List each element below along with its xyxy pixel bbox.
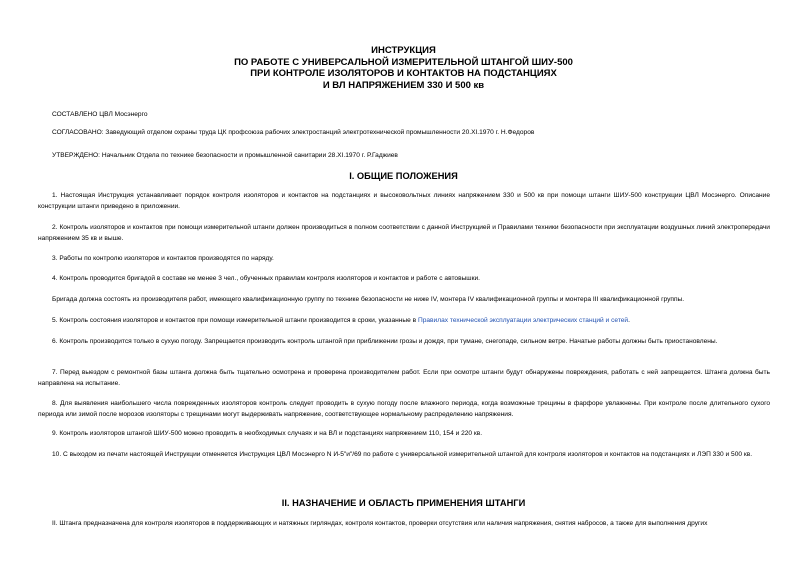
compiled-by: СОСТАВЛЕНО ЦВЛ Мосэнерго	[52, 111, 148, 118]
title-line-4: И ВЛ НАПРЯЖЕНИЕМ 330 И 500 кв	[322, 79, 485, 91]
document-title	[0, 45, 807, 91]
paragraph-5	[38, 315, 770, 326]
paragraph-4-continued: Бригада должна состоять из производителя работ, имеющего квалификационную группу по технике безопасности не ниже IV, монтера IV квалификационной группы и монтера III квалификационной группы.	[52, 296, 685, 303]
paragraph-6: 6. Контроль производится только в сухую погоду. Запрещается производить контроль штангой при приближении грозы и дождя, при тумане, снегопаде, сильном ветре. Начатые работы должны быть приостановлены.	[52, 338, 718, 345]
rules-link[interactable]: Правилах технической эксплуатации электрических станций и сетей	[417, 317, 629, 324]
section-2-heading: II. НАЗНАЧЕНИЕ И ОБЛАСТЬ ПРИМЕНЕНИЯ ШТАНГИ	[281, 498, 526, 508]
agreed-by: СОГЛАСОВАНО: Заведующий отделом охраны труда ЦК профсоюза рабочих электростанций электротехнической промышленности 20.XI.1970 г. Н.Федоров	[52, 129, 535, 136]
paragraph-5-end: .	[628, 317, 630, 324]
paragraph-1: 1. Настоящая Инструкция устанавливает порядок контроля изоляторов и контактов на подстанциях и высоковольтных линиях напряжением 330 и 500 кв при помощи штанги ШИУ-500 конструкции ЦВЛ Мосэнерго. Описание конструкции штанги приведено в приложении.	[38, 192, 770, 210]
paragraph-2: 2. Контроль изоляторов и контактов при помощи измерительной штанги должен производиться в полном соответствии с данной Инструкцией и Правилами техники безопасности при эксплуатации воздушных линий электропередачи напряжением 35 кв и выше.	[38, 224, 770, 242]
paragraph-11: II. Штанга предназначена для контроля изоляторов в поддерживающих и натяжных гирляндах, контроля контактов, проверки отсутствия или наличия напряжения, снятия набросов, а также для выполнения других	[52, 520, 708, 527]
paragraph-10: 10. С выходом из печати настоящей Инструкции отменяется Инструкция ЦВЛ Мосэнерго N И-5"и"/69 по работе с универсальной измерительной штангой для контроля изоляторов и контактов на подстанциях и ЛЭП 330 и 500 кв.	[52, 451, 753, 458]
title-line-1: ИНСТРУКЦИЯ	[371, 45, 436, 56]
paragraph-7: 7. Перед выездом с ремонтной базы штанга должна быть тщательно осмотрена и проверена производителем работ. Если при осмотре штанги будут обнаружены повреждения, работать с ней запрещается. Штанга должна быть направлена на испытание.	[38, 369, 770, 387]
title-line-3: ПРИ КОНТРОЛЕ ИЗОЛЯТОРОВ И КОНТАКТОВ НА ПОДСТАНЦИЯХ	[250, 68, 557, 79]
title-line-2: ПО РАБОТЕ С УНИВЕРСАЛЬНОЙ ИЗМЕРИТЕЛЬНОЙ ШТАНГОЙ ШИУ-500	[234, 56, 573, 68]
paragraph-3: 3. Работы по контролю изоляторов и контактов производятся по наряду.	[52, 255, 274, 262]
approved-by: УТВЕРЖДЕНО: Начальник Отдела по технике безопасности и промышленной санитарии 28.XI.1970 г. Р.Гаджиев	[52, 152, 398, 159]
paragraph-4: 4. Контроль проводится бригадой в составе не менее 3 чел., обученных правилам контроля изоляторов и контактов и работе с автовышки.	[52, 275, 480, 282]
section-1-heading: I. ОБЩИЕ ПОЛОЖЕНИЯ	[349, 171, 458, 181]
paragraph-9: 9. Контроль изоляторов штангой ШИУ-500 можно проводить в необходимых случаях и на ВЛ и подстанциях напряжением 110, 154 и 220 кв.	[52, 430, 483, 437]
paragraph-5-text: 5. Контроль состояния изоляторов и контактов при помощи измерительной штанги производится в сроки, указанные в	[52, 317, 418, 324]
paragraph-8: 8. Для выявления наибольшего числа поврежденных изоляторов контроль следует проводить в сухую погоду после влажного периода, когда возможные трещины в фарфоре увлажнены. При контроле после длительного сухого периода или зимой после морозов изоляторы с трещинами могут выдерживать напряжение, соответствующее нормальному распределению напряжения.	[38, 400, 770, 418]
